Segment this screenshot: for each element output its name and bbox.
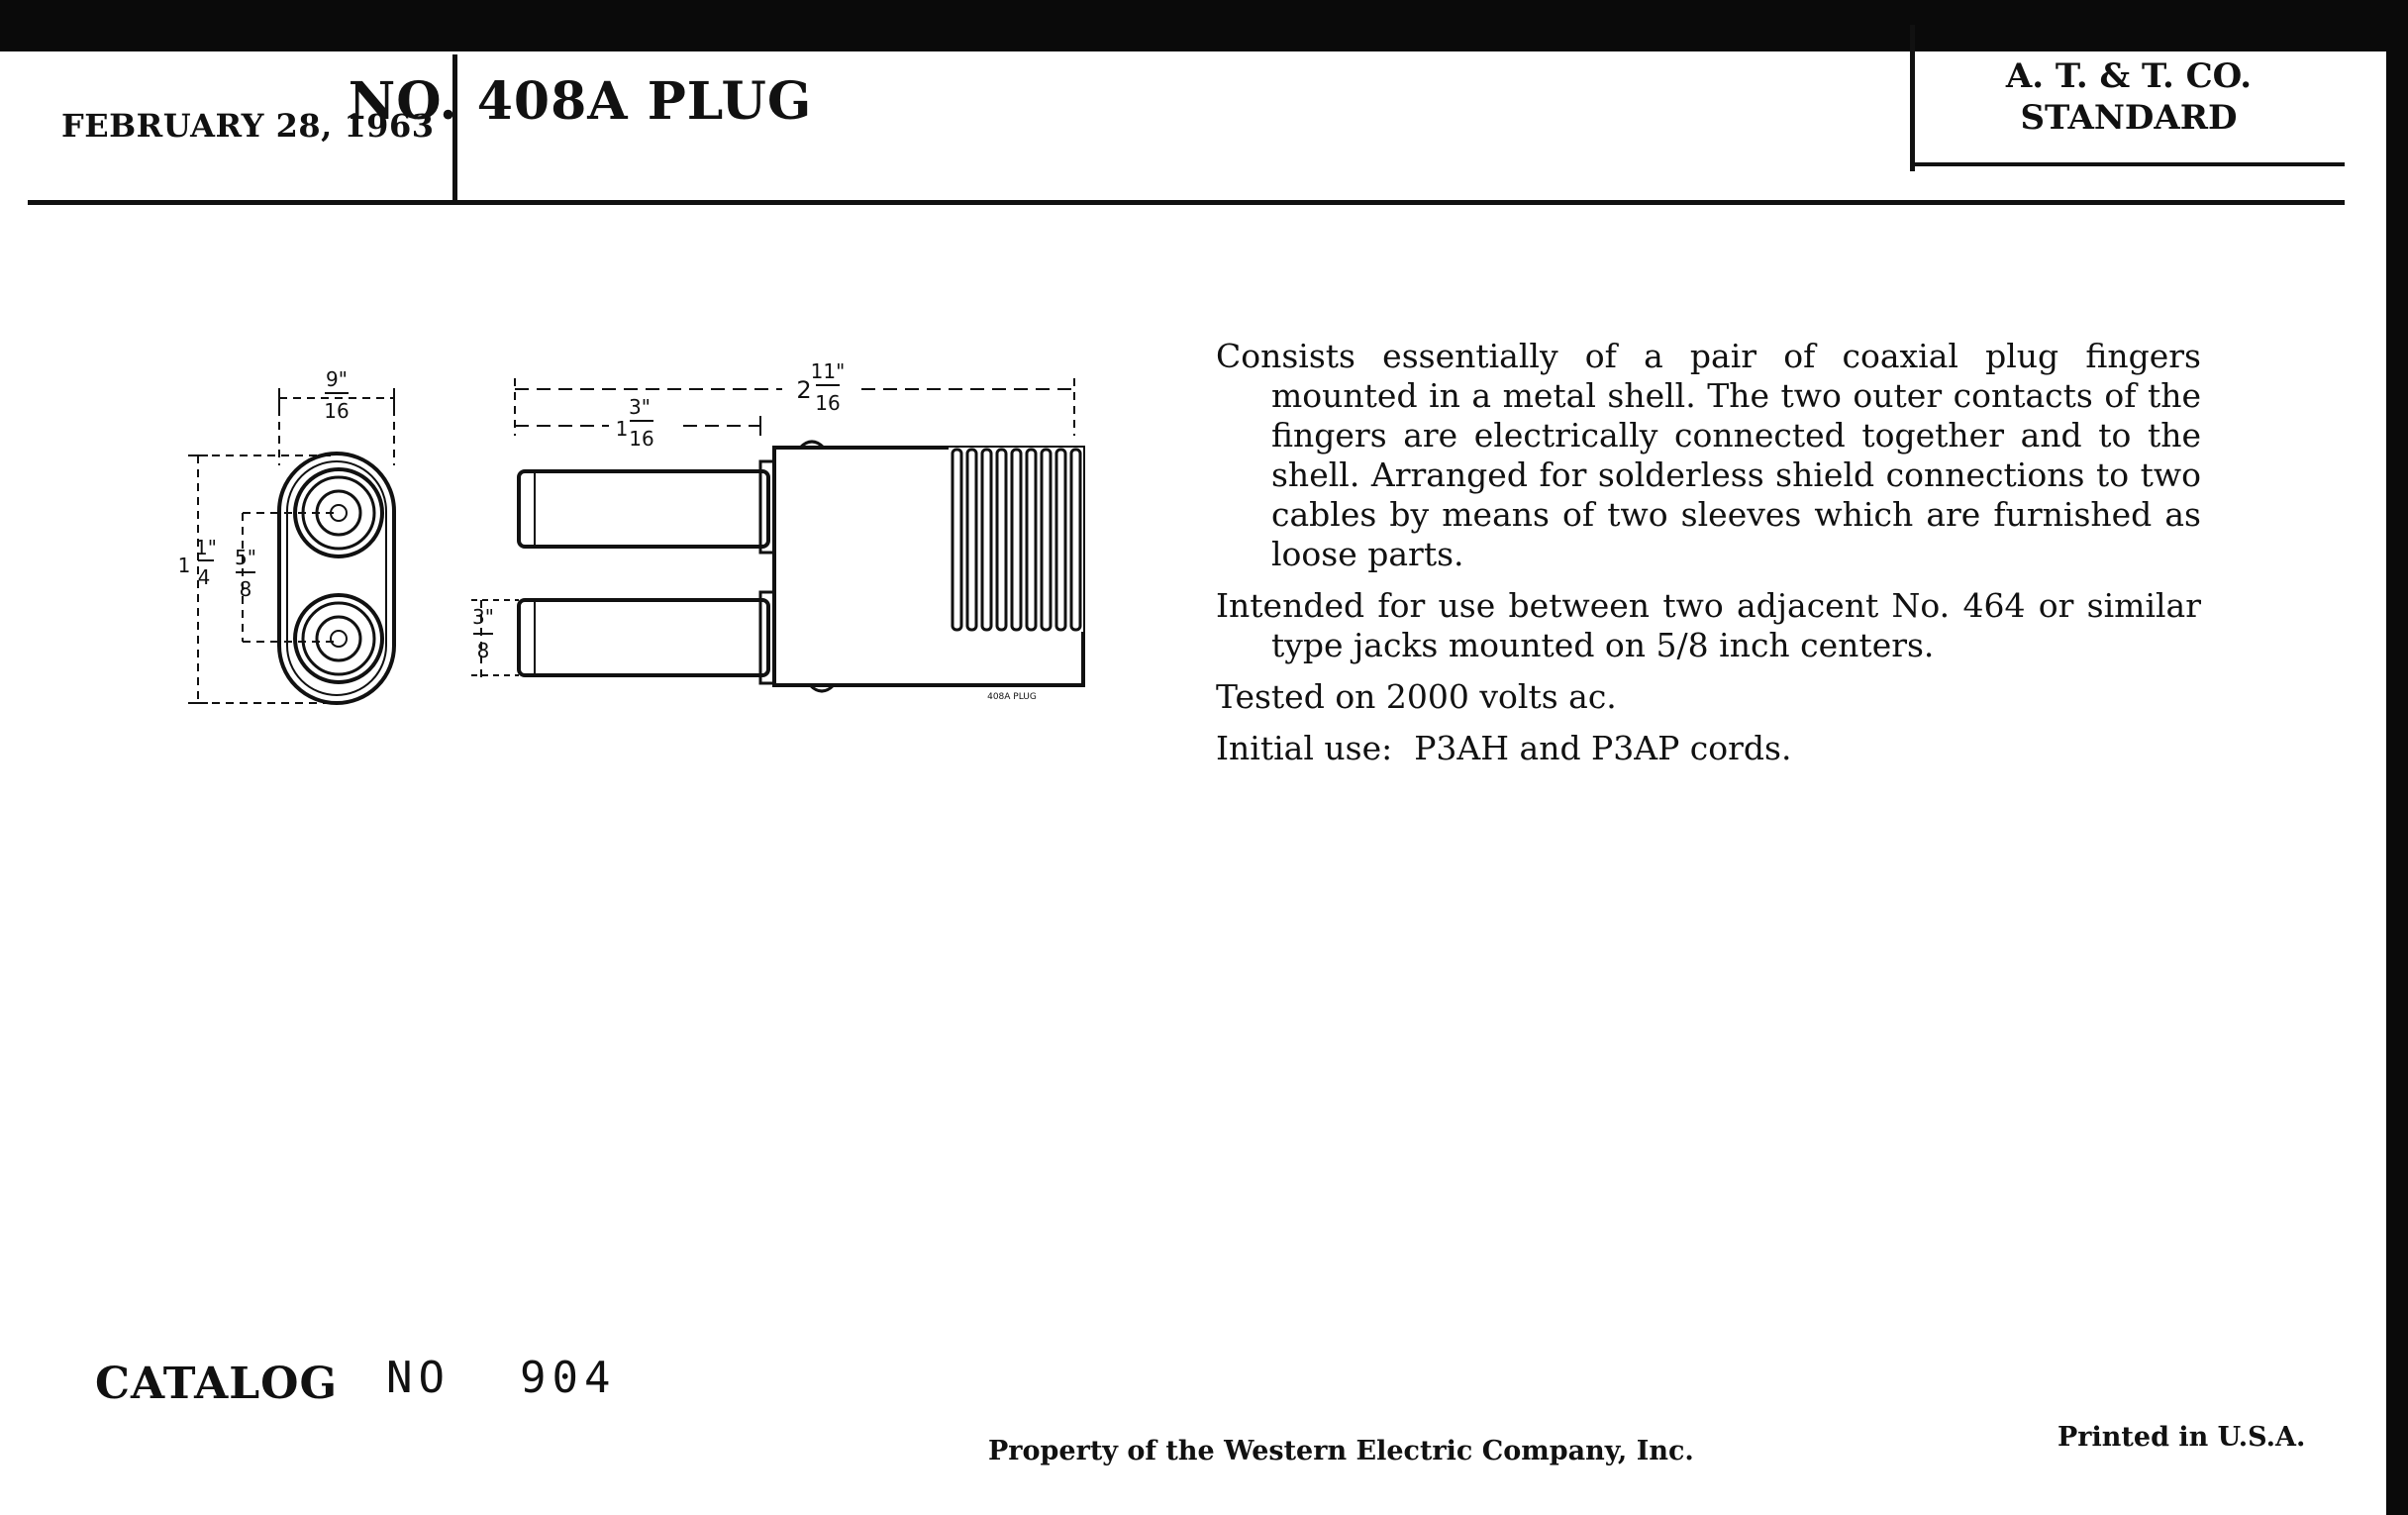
dim-dia-den: 8 [476,639,490,662]
description [1216,337,2201,780]
dim-centers-num: 5" [235,546,256,569]
initial-use [1216,729,2201,768]
standard-company: A. T. & T. CO. [2005,56,2253,96]
dim-height-num: 1" [195,536,217,559]
dim-width-den: 16 [324,399,350,423]
catalog-no-value: 904 [519,1353,617,1403]
catalog-number [386,1353,616,1403]
page-title-text: NO. 408A PLUG [348,71,813,132]
standard-label: STANDARD [2020,98,2238,138]
catalog-label: CATALOG [95,1359,339,1409]
description-paragraph-1: Consists essentially of a pair of coaxial plug fingers mounted in a metal shell. The two outer contacts of the fingers are electrically connected together and to the shell. Arranged for solderless shield connections to two cables by means of two sleeves which are furnished as loose parts. [1216,337,2201,573]
dim-height-whole: 1 [177,554,191,577]
dim-finger-num: 3" [629,395,651,419]
dim-overall-den: 16 [815,391,841,415]
dim-width-num: 9" [326,367,348,391]
drawing-label: 408A PLUG [987,692,1037,702]
description-paragraph-2: Intended for use between two adjacent No. 464 or similar type jacks mounted on 5/8 inch centers. [1216,586,2201,664]
initial-use-label: Initial use: [1216,729,1393,767]
dim-finger-whole: 1 [615,417,629,441]
description-paragraph-3: Tested on 2000 volts ac. [1216,677,1617,716]
dim-overall-num: 11" [810,359,846,383]
property-notice: Property of the Western Electric Company, Inc. [988,1436,1694,1466]
dim-finger-den: 16 [629,427,654,451]
side-view-plug-icon [471,378,1083,691]
end-view-plug-icon [188,388,394,703]
dim-centers-den: 8 [239,577,252,601]
printed-notice: Printed in U.S.A. [2057,1422,2306,1453]
issue-date: FEBRUARY 28, 1963 [61,107,435,145]
catalog-no-label: NO [386,1353,451,1403]
initial-use-value: P3AH and P3AP cords. [1414,729,1792,767]
dim-height-den: 4 [197,565,211,589]
dim-dia-num: 3" [472,605,494,629]
dim-overall-whole: 2 [796,376,812,404]
